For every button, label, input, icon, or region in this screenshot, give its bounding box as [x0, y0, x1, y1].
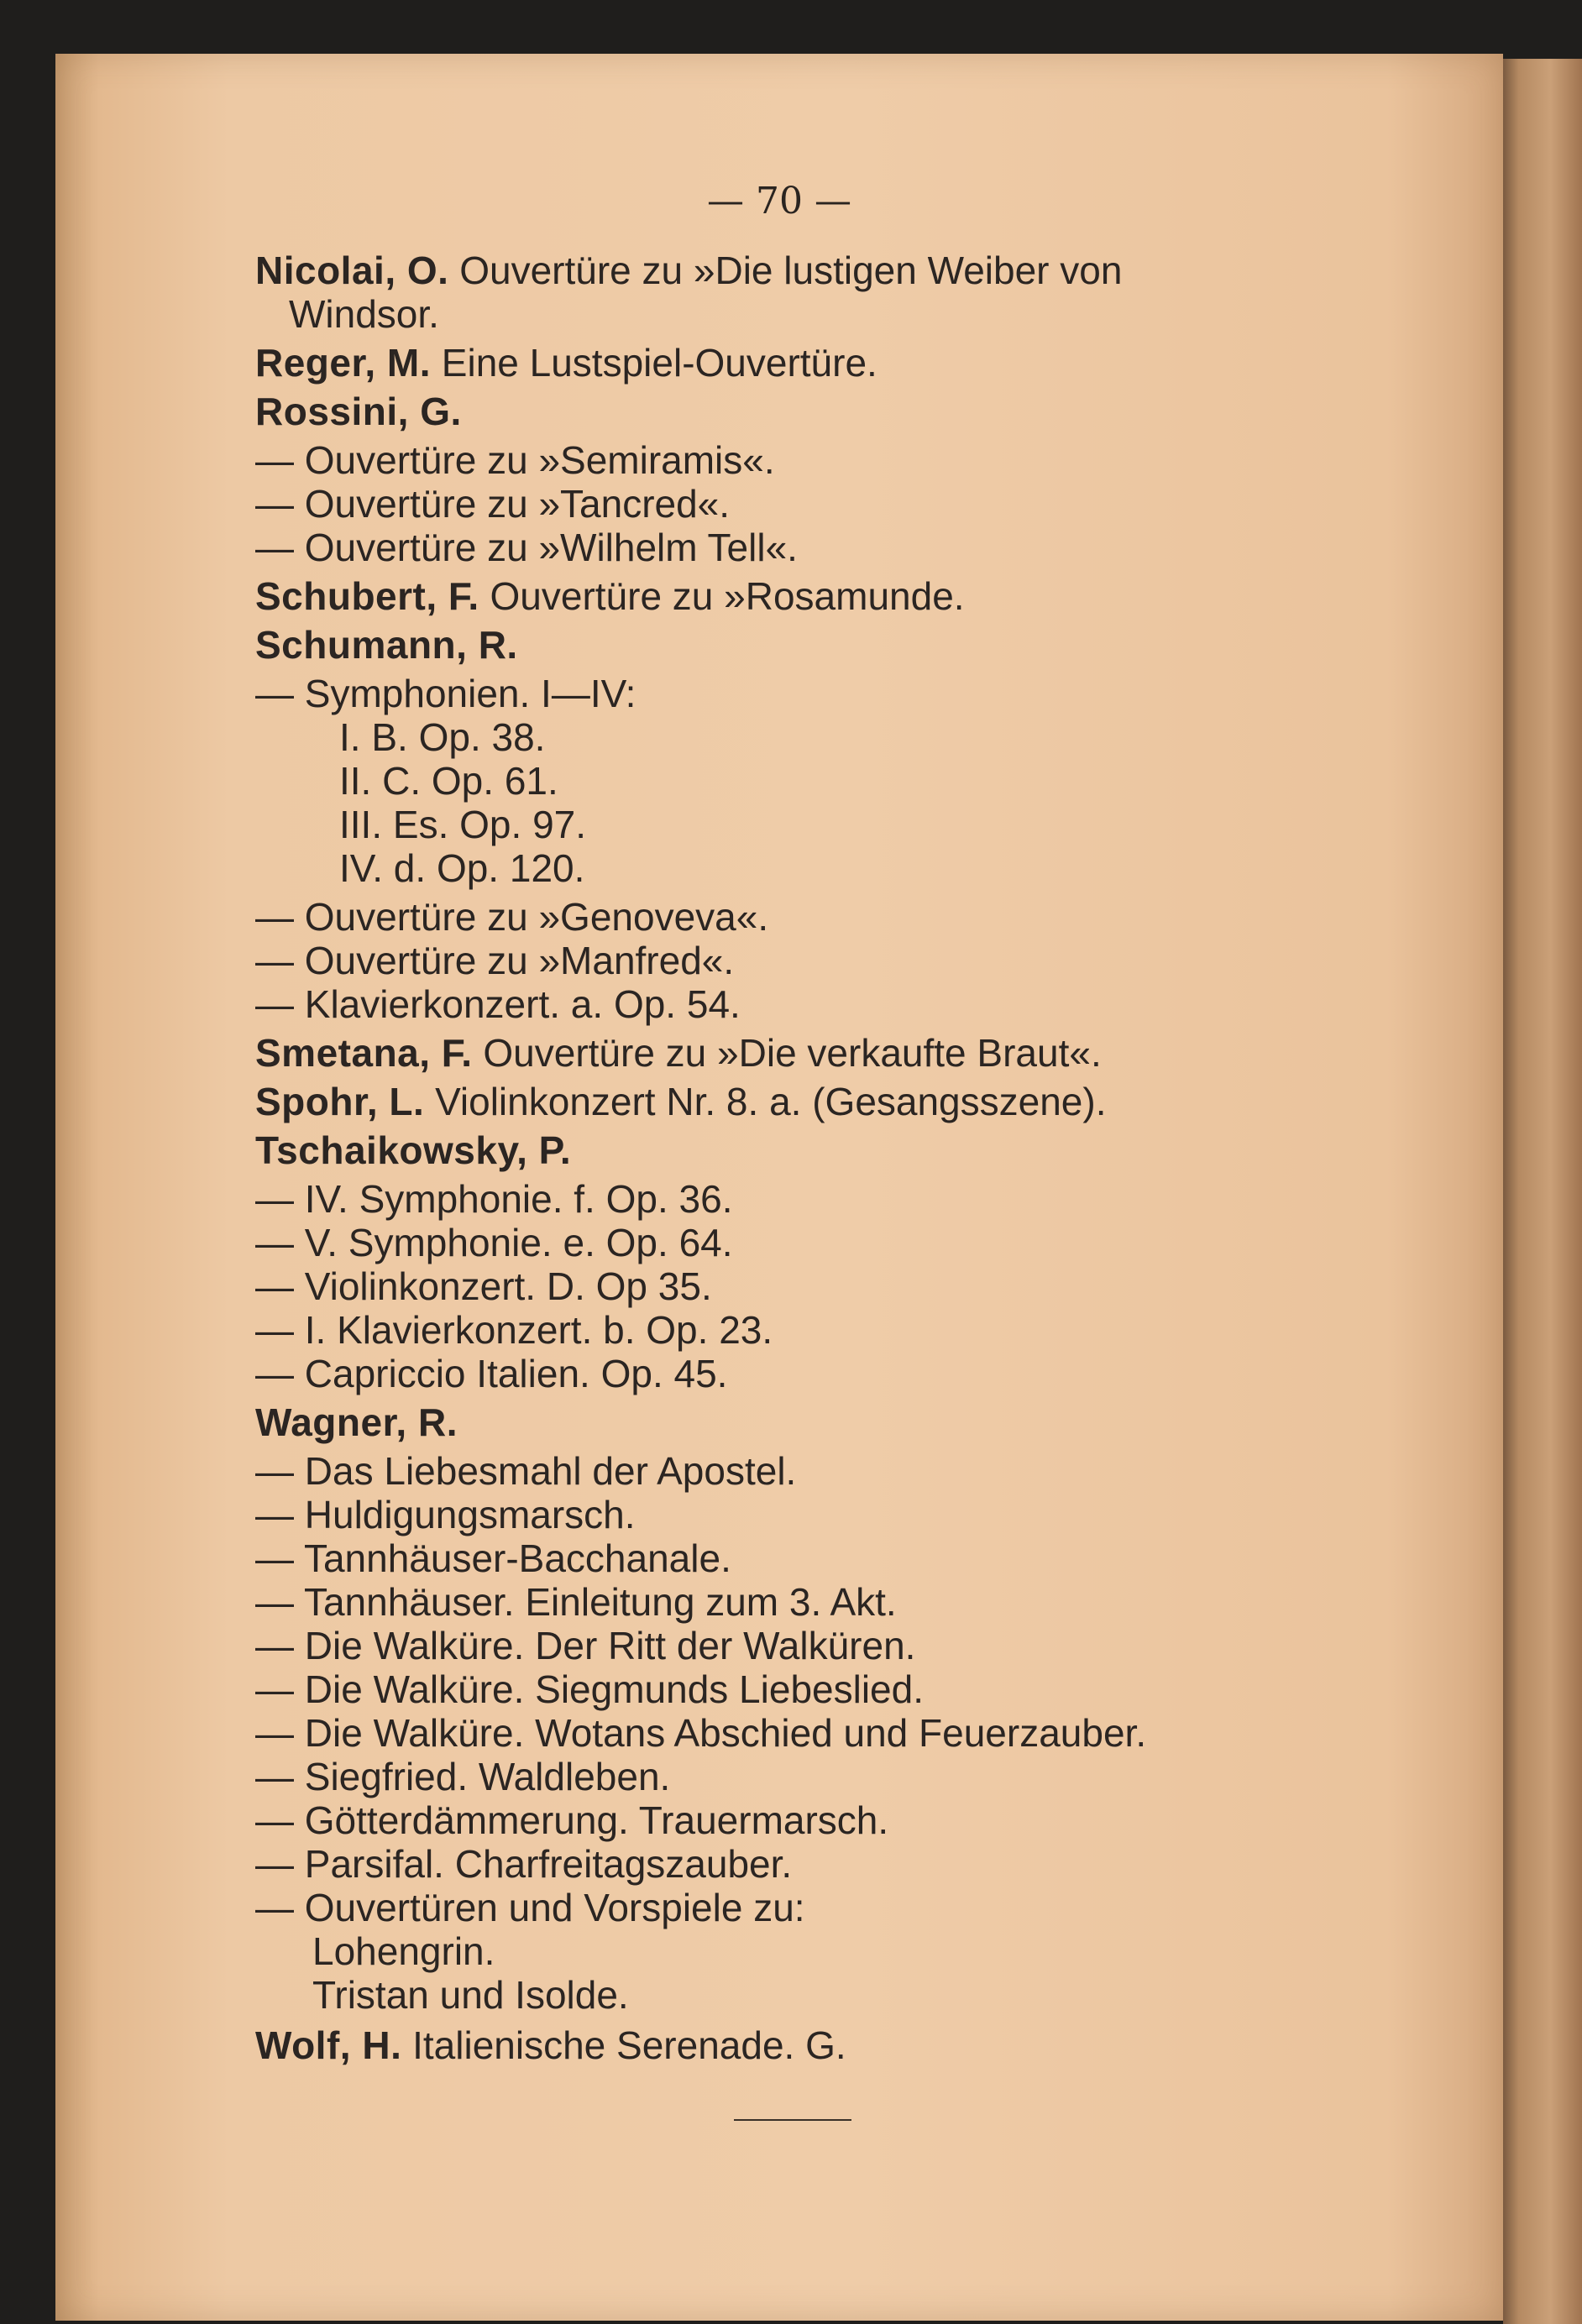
list-item: — Symphonien. I—IV: — [255, 672, 636, 715]
list-item — [255, 2023, 1448, 2067]
list-item: — Tannhäuser-Bacchanale. — [255, 1536, 731, 1580]
list-item: — Die Walküre. Wotans Abschied und Feuerzauber. — [255, 1711, 1147, 1755]
list-item — [255, 1080, 1448, 1123]
composer-name: Smetana, F. — [255, 1031, 473, 1075]
list-item — [255, 1031, 1448, 1075]
list-item: — Die Walküre. Siegmunds Liebeslied. — [255, 1667, 924, 1711]
list-item: — Götterdämmerung. Trauermarsch. — [255, 1798, 889, 1842]
list-item: Tristan und Isolde. — [312, 1973, 629, 2017]
work-title: Eine Lustspiel-Ouvertüre. — [441, 341, 877, 385]
repertoire-list — [255, 249, 1448, 2072]
list-item: — Ouvertüre zu »Manfred«. — [255, 939, 735, 982]
list-item: I. B. Op. 38. — [339, 715, 546, 759]
composer-name: Nicolai, O. — [255, 249, 449, 292]
end-rule — [734, 2119, 851, 2121]
list-item — [255, 341, 1448, 385]
list-item: — Tannhäuser. Einleitung zum 3. Akt. — [255, 1580, 897, 1624]
list-item: — Ouvertüre zu »Tancred«. — [255, 482, 731, 526]
list-item: — IV. Symphonie. f. Op. 36. — [255, 1177, 733, 1221]
list-item: — Ouvertüren und Vorspiele zu: — [255, 1886, 805, 1929]
composer-name: Wagner, R. — [255, 1400, 458, 1444]
work-title: Violinkonzert Nr. 8. a. (Gesangsszene). — [435, 1080, 1107, 1123]
list-item: — Ouvertüre zu »Semiramis«. — [255, 438, 775, 482]
list-item: IV. d. Op. 120. — [339, 846, 585, 890]
list-item: — Die Walküre. Der Ritt der Walküren. — [255, 1624, 916, 1667]
list-item — [255, 1128, 1448, 1172]
composer-name: Spohr, L. — [255, 1080, 425, 1123]
list-item: — Capriccio Italien. Op. 45. — [255, 1352, 728, 1395]
list-item: III. Es. Op. 97. — [339, 803, 587, 846]
list-item — [255, 390, 1448, 433]
composer-name: Tschaikowsky, P. — [255, 1128, 572, 1172]
composer-name: Schumann, R. — [255, 623, 518, 667]
list-item — [255, 623, 1448, 667]
composer-name: Reger, M. — [255, 341, 432, 385]
next-page-edge — [1503, 59, 1582, 2324]
list-item — [255, 574, 1448, 618]
work-title-continuation: Windsor. — [289, 292, 439, 336]
list-item: II. C. Op. 61. — [339, 759, 558, 803]
work-title: Ouvertüre zu »Die lustigen Weiber von — [459, 249, 1123, 292]
book-page — [55, 54, 1503, 2321]
work-title: Ouvertüre zu »Die verkaufte Braut«. — [483, 1031, 1102, 1075]
work-title: Italienische Serenade. G. — [412, 2023, 846, 2067]
list-item — [255, 1400, 1448, 1444]
list-item: — V. Symphonie. e. Op. 64. — [255, 1221, 733, 1264]
list-item: — Klavierkonzert. a. Op. 54. — [255, 982, 741, 1026]
composer-name: Wolf, H. — [255, 2023, 402, 2067]
list-item: — Siegfried. Waldleben. — [255, 1755, 671, 1798]
list-item: — Violinkonzert. D. Op 35. — [255, 1264, 712, 1308]
list-item — [255, 249, 1448, 336]
list-item: — I. Klavierkonzert. b. Op. 23. — [255, 1308, 773, 1352]
list-item: — Das Liebesmahl der Apostel. — [255, 1449, 797, 1493]
list-item: — Ouvertüre zu »Genoveva«. — [255, 895, 769, 939]
composer-name: Schubert, F. — [255, 574, 479, 618]
composer-name: Rossini, G. — [255, 390, 462, 433]
list-item: — Huldigungsmarsch. — [255, 1493, 636, 1536]
work-title: Ouvertüre zu »Rosamunde. — [490, 574, 965, 618]
list-item: Lohengrin. — [312, 1929, 495, 1973]
page-number: — 70 — — [707, 180, 851, 222]
list-item: — Parsifal. Charfreitagszauber. — [255, 1842, 793, 1886]
list-item: — Ouvertüre zu »Wilhelm Tell«. — [255, 526, 798, 569]
